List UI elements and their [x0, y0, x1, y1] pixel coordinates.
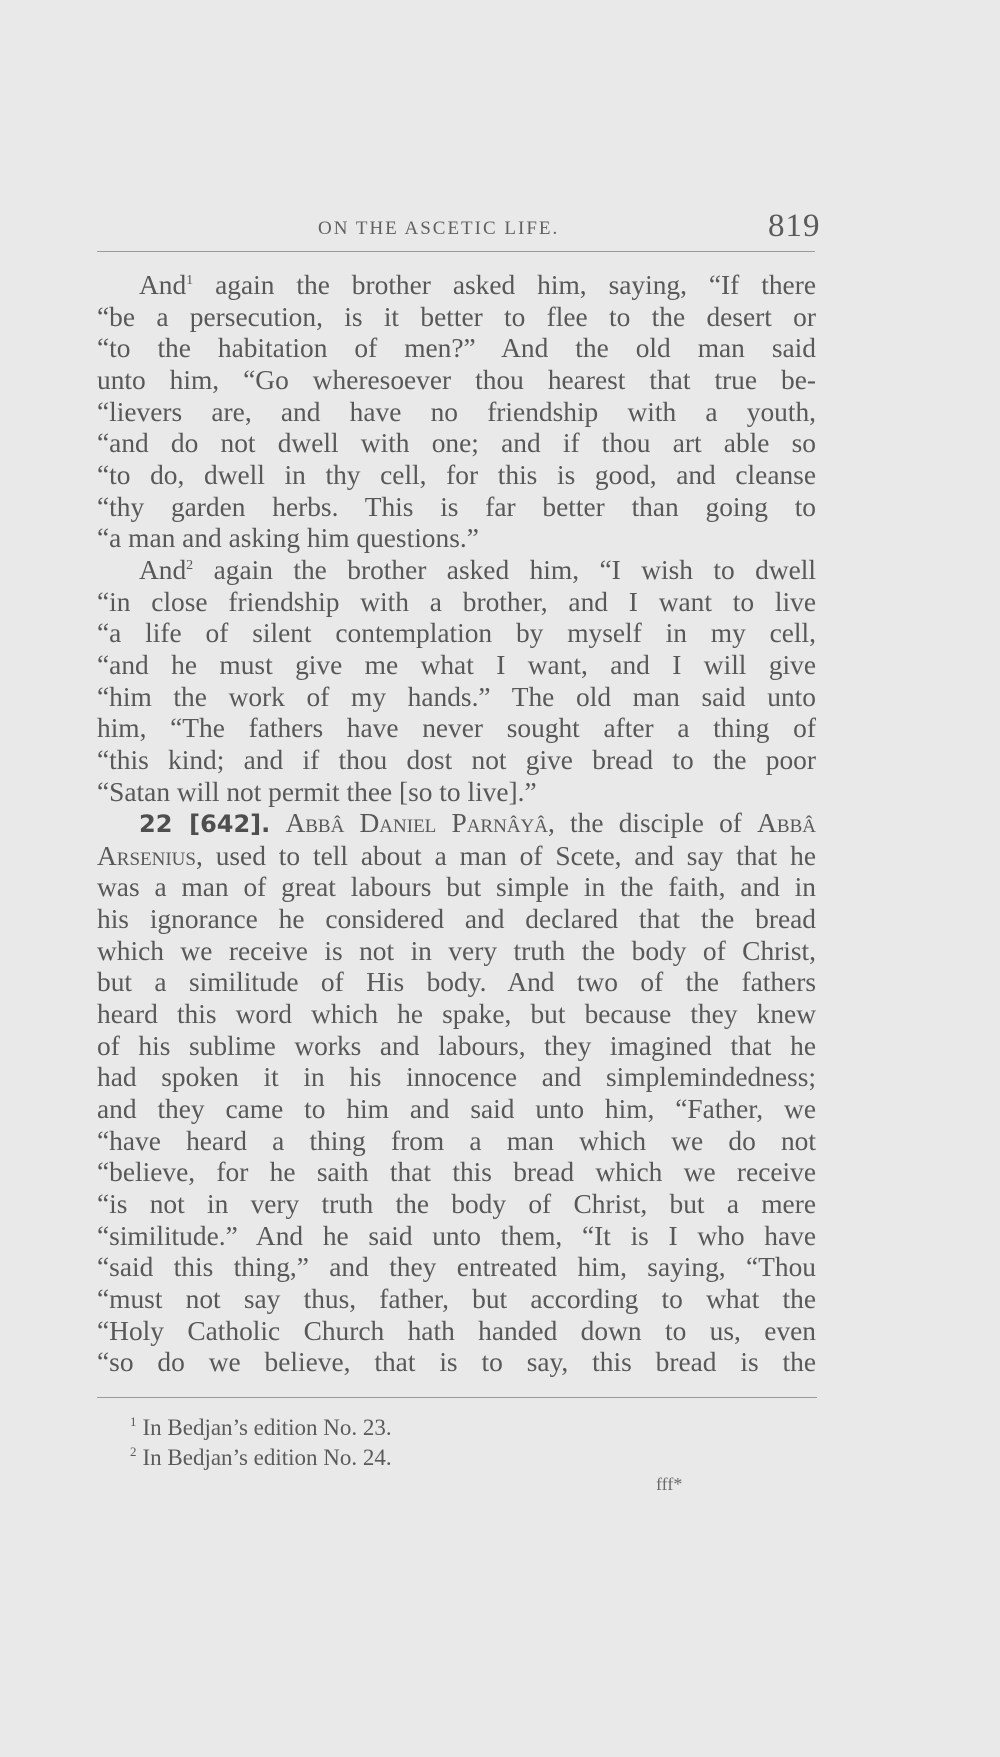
- header-rule: [97, 251, 815, 252]
- text-line: and they came to him and said unto him, “Father, we: [97, 1094, 816, 1125]
- line-rest: again the brother asked him, saying, “If there: [193, 270, 816, 300]
- text-line: “Holy Catholic Church hath handed down to us, even: [97, 1315, 816, 1346]
- text-line: “this kind; and if thou dost not give bread to the poor: [97, 744, 816, 775]
- text-line: “so do we believe, that is to say, this bread is the: [97, 1347, 816, 1378]
- section-number: 22 [642].: [139, 810, 271, 839]
- line-rest: again the brother asked him, “I wish to dwell: [193, 554, 816, 585]
- line-start: And: [139, 270, 187, 300]
- text-line: “a life of silent contemplation by myself in my cell,: [97, 618, 816, 649]
- page-number: 819: [768, 208, 821, 244]
- text-line: “said this thing,” and they entreated him, saying, “Thou: [97, 1252, 816, 1283]
- footnote-ref: 2: [186, 557, 194, 573]
- footnote-2: [130, 1443, 392, 1473]
- text-line: “is not in very truth the body of Christ, but a mere: [97, 1189, 816, 1220]
- footnote-text: In Bedjan’s edition No. 23.: [142, 1415, 392, 1440]
- line-rest: , the disciple of: [548, 808, 758, 839]
- text-line: was a man of great labours but simple in the faith, and in: [97, 872, 816, 903]
- text-line: “him the work of my hands.” The old man said unto: [97, 681, 816, 712]
- text-line: of his sublime works and labours, they imagined that he: [97, 1030, 816, 1061]
- footnote-1: [130, 1413, 392, 1443]
- footnote-text: In Bedjan’s edition No. 24.: [142, 1445, 392, 1470]
- text-line: [97, 270, 816, 302]
- text-line: “have heard a thing from a man which we do not: [97, 1125, 816, 1156]
- footnote-rule: [97, 1397, 817, 1398]
- paragraph-3: [97, 808, 816, 1379]
- text-line: which we receive is not in very truth the body of Christ,: [97, 935, 816, 966]
- text-line: but a similitude of His body. And two of the fathers: [97, 967, 816, 998]
- person-name: Arsenius: [97, 840, 196, 871]
- text-line: “to do, dwell in thy cell, for this is good, and cleanse: [97, 459, 816, 490]
- text-line: “a man and asking him questions.”: [97, 523, 479, 554]
- body-text: [97, 270, 816, 1379]
- text-line: unto him, “Go wheresoever thou hearest that true be-: [97, 364, 816, 395]
- text-line: him, “The fathers have never sought after a thing of: [97, 713, 816, 744]
- text-line: “be a persecution, is it better to flee to the desert or: [97, 301, 816, 332]
- person-name: Abbâ Daniel Parnâyâ: [285, 808, 548, 839]
- text-line: [97, 555, 816, 587]
- text-line: “believe, for he saith that this bread which we receive: [97, 1157, 816, 1188]
- text-line: “in close friendship with a brother, and I want to live: [97, 586, 816, 617]
- paragraph-2: [97, 555, 816, 808]
- footnote-mark: 1: [130, 1414, 137, 1430]
- text-line: “similitude.” And he said unto them, “It is I who have: [97, 1220, 816, 1251]
- signature-mark: fff*: [656, 1474, 683, 1494]
- running-head: [0, 208, 1000, 248]
- text-line: “must not say thus, father, but according to what the: [97, 1284, 816, 1314]
- paragraph-1: [97, 270, 816, 555]
- text-line: “and he must give me what I want, and I will give: [97, 649, 816, 680]
- text-line: his ignorance he considered and declared that the bread: [97, 904, 816, 935]
- text-line: “Satan will not permit thee [so to live].”: [97, 776, 537, 807]
- footnote-ref: 1: [186, 272, 194, 288]
- footnote-mark: 2: [130, 1444, 137, 1460]
- running-title: ON THE ASCETIC LIFE.: [318, 218, 560, 239]
- line-start: And: [139, 554, 187, 585]
- text-line: [97, 808, 816, 841]
- text-line: “lievers are, and have no friendship with a youth,: [97, 396, 816, 427]
- text-line: “and do not dwell with one; and if thou art able so: [97, 428, 816, 459]
- text-line: [97, 841, 816, 873]
- text-line: “to the habitation of men?” And the old man said: [97, 333, 816, 364]
- text-line: “thy garden herbs. This is far better than going to: [97, 491, 816, 522]
- text-line: had spoken it in his innocence and simplemindedness;: [97, 1062, 816, 1093]
- line-rest: , used to tell about a man of Scete, and say that he: [195, 840, 816, 871]
- text-line: heard this word which he spake, but because they knew: [97, 999, 816, 1030]
- footnotes: [130, 1413, 392, 1473]
- person-title: Abbâ: [757, 808, 816, 839]
